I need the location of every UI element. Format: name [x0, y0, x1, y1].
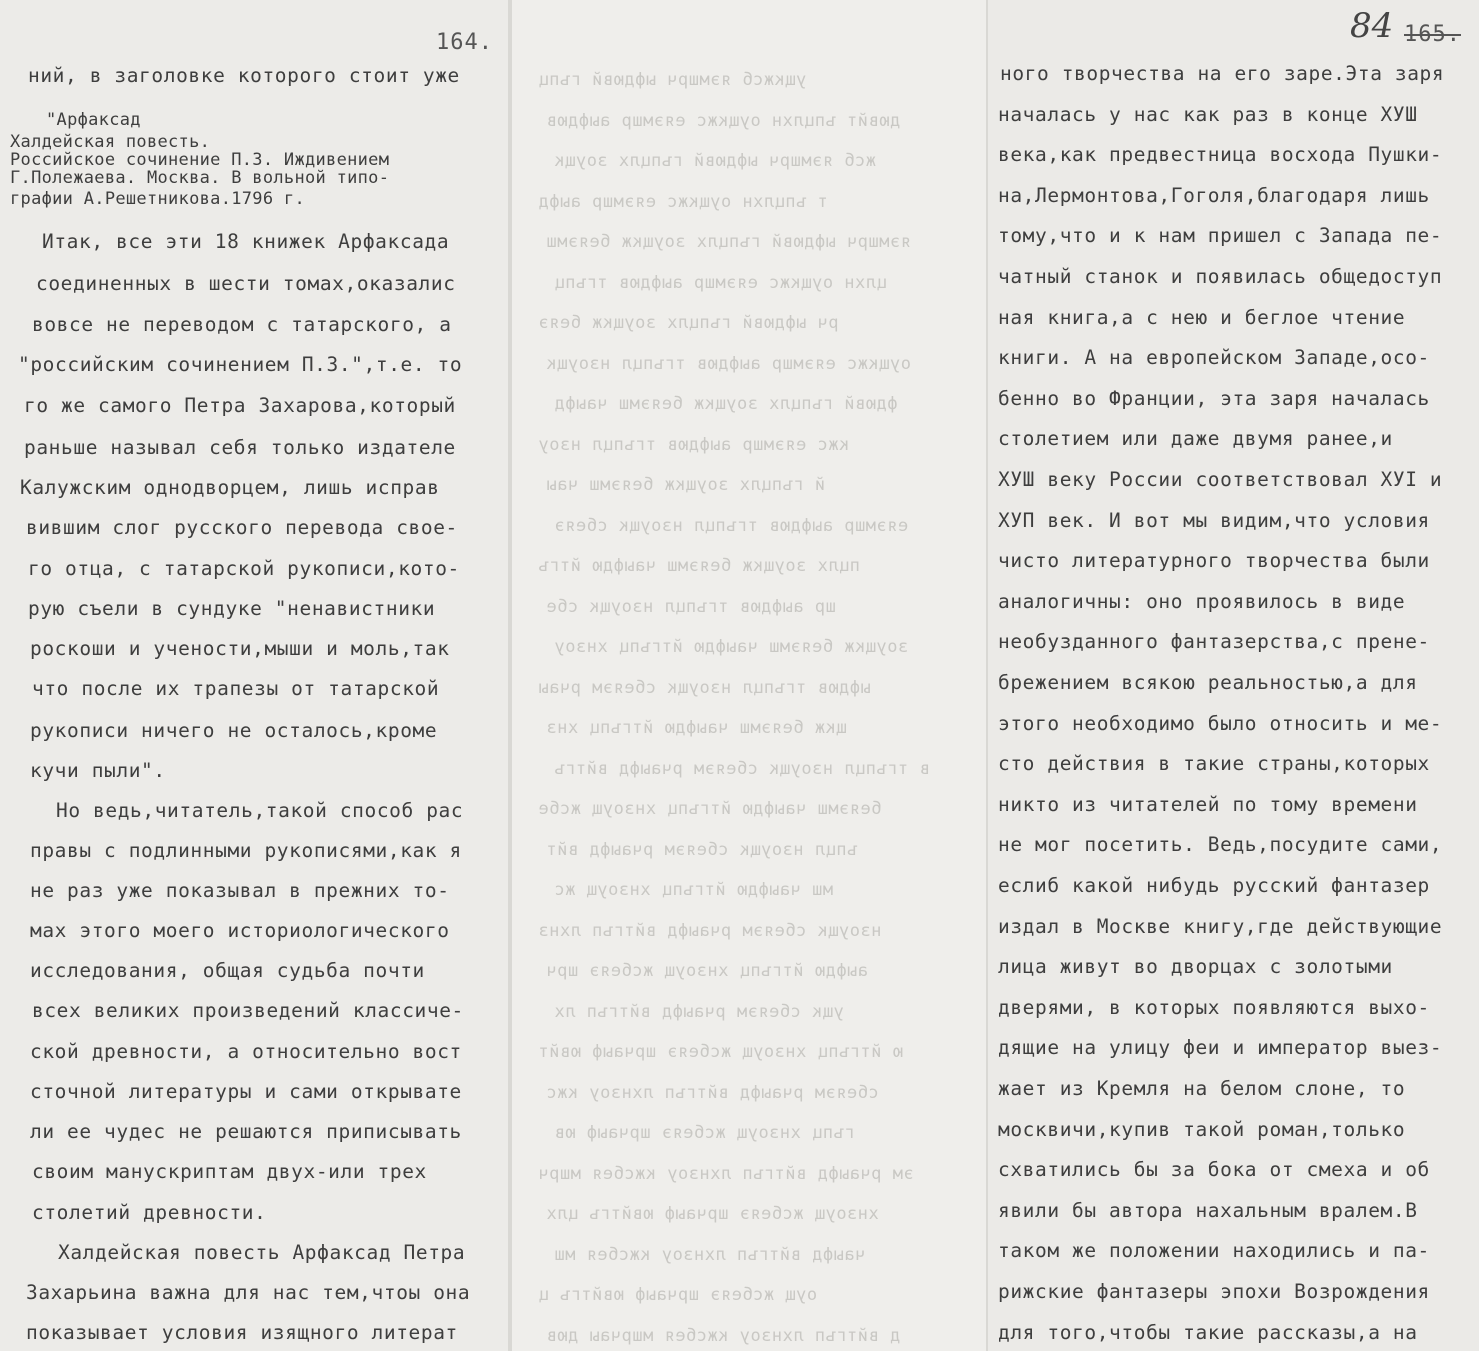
- bleed-through-line: оущ жсбеяэ шрчаыф ювйтгъ ц: [538, 1285, 818, 1305]
- text-line: века,как предвестница восхода Пушки-: [998, 143, 1443, 167]
- text-line: этого необходимо было относить и ме-: [998, 711, 1443, 735]
- bleed-through-line: кжс еяэмшр аыфдюв тгъпцл нзоу: [538, 434, 850, 455]
- text-line: дверями, в которых появляются выхо-: [998, 995, 1430, 1019]
- text-line: вовсе не переводом с татарского, а: [32, 313, 452, 336]
- bleed-through-line: т ъпцлхн оущкжс еяэмшр аыфд: [538, 191, 828, 212]
- text-line: ного творчества на его заре.Эта заря: [1000, 62, 1445, 85]
- text-line: правы с подлинными рукописями,как я: [30, 839, 462, 862]
- bleed-through-line: шр аыфдюв тгъпцл нзоущк сбе: [546, 596, 836, 617]
- text-line: не мог посетить. Ведь,посудите сами,: [998, 833, 1443, 857]
- text-line: своим манускриптам двух-или трех: [32, 1160, 427, 1183]
- text-line: Халдейская повесть.: [10, 132, 211, 152]
- bleed-through-line: рч ыфдювй гъпцлх зоущкж беяэ: [538, 313, 839, 333]
- text-line: жает из Кремля на белом слоне, то: [998, 1077, 1406, 1100]
- text-line: дящие на улицу феи и император выез-: [998, 1036, 1443, 1060]
- text-line: ХУП век. И вот мы видим,что условия: [998, 508, 1430, 532]
- text-line: москвичи,купив такой роман,только: [998, 1117, 1406, 1141]
- text-line: го же самого Петра Захарова,который: [24, 394, 456, 417]
- text-line: го отца, с татарской рукописи,кото-: [28, 557, 460, 580]
- text-line: ная книга,а с нею и беглое чтение: [998, 305, 1406, 329]
- bleed-through-line: мш чаыфдю йтгъпц хнзоущ жс: [554, 880, 834, 900]
- text-line: столетий древности.: [32, 1201, 267, 1224]
- bleed-through-line: пцлх зоущкж беяэмш чаыфдю йтгъ: [538, 556, 861, 576]
- bleed-through-line: ыфдюв тгъпцл нзоущк сбеяэм рчаы: [538, 677, 871, 698]
- bleed-through-line: фдювй гъпцлх зоущкж беяэмш чаыфд: [554, 394, 898, 414]
- text-line: на,Лермонтова,Гоголя,благодаря лишь: [998, 183, 1430, 207]
- handwritten-page-number: 84: [1350, 6, 1394, 46]
- bleed-through-line: в тгъпцл нзоущк сбеяэм рчаыфд вйтгъ: [554, 758, 930, 779]
- text-line: ний, в заголовке которого стоит уже: [28, 64, 460, 87]
- bleed-through-line: чаыфд вйтгъп лхнзоу кжсбея мш: [554, 1244, 866, 1265]
- bleed-through-line: хнзоущ жсбеяэ шрчаыф ювйтгъ цлх: [546, 1204, 879, 1224]
- text-line: графии А.Решетникова.1796 г.: [10, 189, 305, 209]
- bleed-through-line: ъпцл нзоущк сбеяэм рчаыфд вйт: [546, 839, 858, 860]
- text-line: ХУШ веку России соответствовал ХУI и: [998, 468, 1443, 491]
- text-line: брежением всякою реальностью,а для: [998, 671, 1418, 694]
- text-line: рую съели в сундуке "ненавистники: [28, 597, 436, 620]
- bleed-through-line: цлхн оущкжс еяэмшр аыфдюв тгъпц: [554, 272, 887, 293]
- text-line: столетием или даже двумя ранее,и: [998, 427, 1393, 451]
- text-line: никто из читателей по тому времени: [998, 792, 1418, 816]
- text-line: не раз уже показывал в прежних то-: [30, 879, 450, 902]
- text-line: Российское сочинение П.З. Иждивением: [10, 150, 390, 170]
- text-line: для того,чтобы такие рассказы,а на: [998, 1320, 1418, 1344]
- bleed-through-line: аыфдю йтгъпц хнзоущ жсбеяэ шрч: [546, 961, 869, 981]
- text-line: Халдейская повесть Арфаксад Петра: [58, 1241, 466, 1264]
- bleed-through-line: д вйтгъп лхнзоу кжсбея мшрчаы дюв: [546, 1325, 901, 1346]
- bleed-through-line: эм рчаыфд вйтгъп лхнзоу кжсбея мшрч: [538, 1163, 914, 1184]
- bleed-through-line: ю йтгъпц хнзоущ жсбеяэ шрчаыф ювйт: [538, 1042, 903, 1062]
- text-line: еслиб какой нибудь русский фантазер: [998, 874, 1430, 897]
- text-line: таком же положении находились и па-: [998, 1239, 1430, 1263]
- text-line: Калужским однодворцем, лишь исправ: [20, 476, 440, 499]
- text-line: кучи пыли".: [30, 759, 166, 782]
- bleed-through-line: щкж беяэмш чаыфдю йтгъпц хнз: [546, 718, 847, 738]
- left-page: [0, 0, 510, 1351]
- bleed-through-line: еяэмшр аыфдюв тгъпцл нзоущк сбеяэ: [554, 515, 909, 536]
- text-line: чисто литературного творчества были: [998, 549, 1430, 573]
- text-line: исследования, общая судьба почти: [30, 959, 425, 982]
- text-line: сто действия в такие страны,которых: [998, 752, 1430, 776]
- text-line: соединенных в шести томах,оказалис: [36, 272, 456, 295]
- bleed-through-line: ущкжсб яэмшрч ыфдювй гъпц: [538, 70, 807, 90]
- bleed-through-line: жсб яэмшрч ыфдювй гъпцлх зоущк: [554, 151, 877, 171]
- text-line: Захарьина важна для нас тем,чтоы она: [26, 1281, 471, 1304]
- bleed-through-line: оущкжс еяэмшр аыфдюв тгъпцл нзоущк: [546, 353, 911, 374]
- text-line: что после их трапезы от татарской: [32, 677, 440, 700]
- bleed-through-line: дювйт ъпцлхн оущкжс еяэмшр аыфдюв: [546, 110, 901, 131]
- bleed-through-line: сбеяэм рчаыфд вйтгъп лхнзоу кжс: [546, 1082, 879, 1103]
- bleed-through-line: беяэмш чаыфдю йтгъпц хнзоущ жсбе: [538, 799, 882, 819]
- text-line: схватились бы за бока от смеха и об: [998, 1158, 1430, 1182]
- text-line: Г.Полежаева. Москва. В вольной типо-: [10, 168, 390, 188]
- text-line: Но ведь,читатель,такой способ рас: [56, 799, 464, 822]
- text-line: "Арфаксад: [46, 110, 141, 130]
- text-line: рижские фантазеры эпохи Возрождения: [998, 1280, 1430, 1303]
- text-line: чатный станок и появилась общедоступ: [998, 265, 1443, 288]
- text-line: книги. А на европейском Западе,осо-: [998, 346, 1430, 370]
- page-number-right: 165.: [1404, 22, 1461, 47]
- middle-bleed-through-page: [510, 0, 988, 1351]
- text-line: мах этого моего историологического: [30, 919, 450, 942]
- text-line: издал в Москве книгу,где действующие: [998, 914, 1443, 938]
- text-line: бенно во Франции, эта заря началась: [998, 386, 1430, 410]
- text-line: ской древности, а относительно вост: [30, 1040, 462, 1063]
- text-line: раньше называл себя только издателе: [24, 436, 456, 459]
- text-line: лица живут во дворцах с золотыми: [998, 955, 1393, 979]
- bleed-through-line: гъпц хнзоущ жсбеяэ шрчаыф юв: [554, 1123, 855, 1143]
- text-line: вившим слог русского перевода свое-: [26, 516, 458, 539]
- text-line: рукописи ничего не осталось,кроме: [30, 719, 438, 742]
- text-line: ли ее чудес не решаются приписывать: [30, 1120, 462, 1143]
- text-line: сточной литературы и сами открывате: [30, 1080, 462, 1103]
- text-line: аналогичны: оно проявилось в виде: [998, 589, 1406, 613]
- text-line: "российским сочинением П.З.",т.е. то: [18, 353, 463, 376]
- text-line: всех великих произведений классиче-: [32, 999, 464, 1022]
- text-line: Итак, все эти 18 книжек Арфаксада: [42, 230, 450, 253]
- bleed-through-line: ущк сбеяэм рчаыфд вйтгъп лх: [554, 1001, 844, 1022]
- page-fold: [508, 0, 512, 1351]
- text-line: тому,что и к нам пришел с Запада пе-: [998, 224, 1443, 248]
- page-number-left: 164.: [436, 30, 493, 55]
- text-line: необузданного фантазерства,с прене-: [998, 630, 1430, 654]
- text-line: началась у нас как раз в конце ХУШ: [998, 102, 1418, 126]
- bleed-through-line: зоущкж беяэмш чаыфдю йтгъпц хнзоу: [554, 637, 909, 657]
- right-page: [988, 0, 1479, 1351]
- bleed-through-line: й гъпцлх зоущкж беяэмш чаы: [546, 475, 826, 495]
- text-line: показывает условия изящного литерат: [26, 1321, 458, 1344]
- bleed-through-line: яэмшрч ыфдювй гъпцлх зоущкж беяэмш: [546, 232, 911, 252]
- text-line: явили бы автора нахальным вралем.В: [998, 1198, 1418, 1222]
- bleed-through-line: нзоущк сбеяэм рчаыфд вйтгъп лхнз: [538, 920, 882, 941]
- text-line: роскоши и учености,мыши и моль,так: [30, 637, 450, 660]
